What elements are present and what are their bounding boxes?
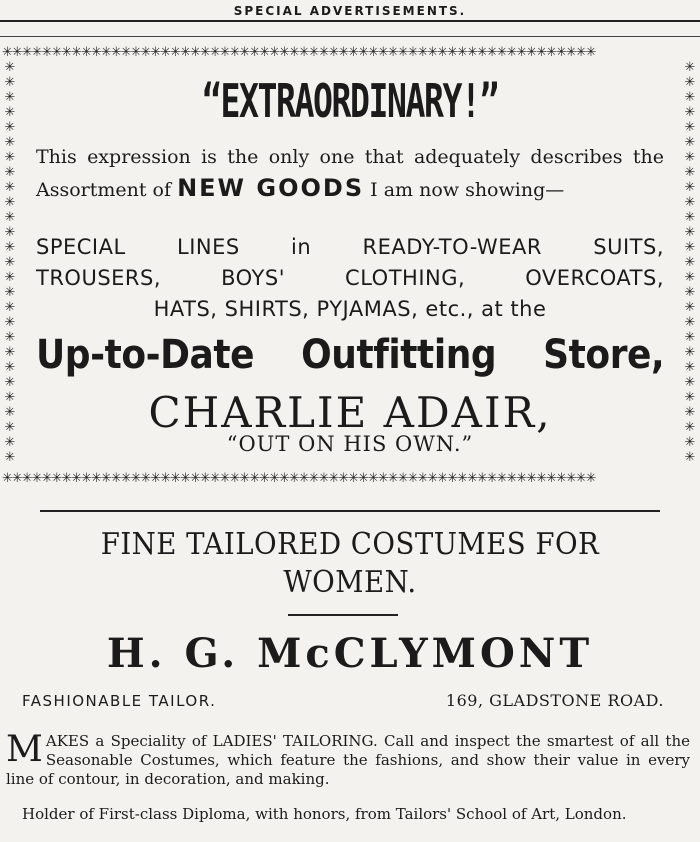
- ad1-headline: “EXTRAORDINARY!”: [201, 74, 498, 128]
- star-border-top: ✳✳✳✳✳✳✳✳✳✳✳✳✳✳✳✳✳✳✳✳✳✳✳✳✳✳✳✳✳✳✳✳✳✳✳✳✳✳✳✳✳✳✳✳✳✳✳✳✳✳✳✳✳✳✳✳✳✳✳✳: [2, 45, 596, 60]
- new-goods-label: NEW GOODS: [177, 174, 365, 202]
- ad2-title-rule: [288, 614, 398, 616]
- section-divider: [40, 510, 660, 512]
- ad2-body-paragraph: [6, 729, 690, 789]
- ad2-title-line-1: FINE TAILORED COSTUMES FOR: [100, 527, 600, 562]
- ad2-body-text: AKES a Speciality of LADIES' TAILORING. Call and inspect the smartest of all the Seasonable Costumes, which feature the fashions, and show their value in every line of contour, in decoration, and making.: [6, 732, 690, 788]
- ad1-intro-text: This expression is the only one that adequately describes the Assortment of: [36, 146, 664, 201]
- store-name: Up-to-Date Outfitting Store,: [36, 332, 665, 378]
- ad2-title-line-2: WOMEN.: [283, 565, 417, 600]
- product-line-1: SPECIAL LINES in READY-TO-WEAR SUITS,: [36, 235, 664, 259]
- tailor-address: 169, GLADSTONE ROAD.: [445, 691, 664, 710]
- product-line-3: HATS, SHIRTS, PYJAMAS, etc., at the: [153, 297, 547, 321]
- star-border-left: ✳✳✳✳✳✳✳✳✳✳✳✳✳✳✳✳✳✳✳✳✳✳✳✳✳✳✳: [4, 60, 16, 465]
- ad2-title: [28, 526, 672, 602]
- ad1-intro-paragraph: [36, 142, 664, 206]
- tailor-name: H. G. McCLYMONT: [106, 630, 594, 677]
- product-line-2: TROUSERS, BOYS' CLOTHING, OVERCOATS,: [36, 266, 664, 290]
- star-border-right: ✳✳✳✳✳✳✳✳✳✳✳✳✳✳✳✳✳✳✳✳✳✳✳✳✳✳✳: [684, 60, 696, 465]
- ad1-showing-text: I am now showing—: [370, 179, 565, 201]
- page-header: [0, 0, 700, 22]
- adair-advertisement: [0, 40, 700, 496]
- header-rule-thin: [0, 36, 700, 37]
- diploma-note: Holder of First-class Diploma, with honors, from Tailors' School of Art, London.: [22, 805, 627, 823]
- tailor-role: FASHIONABLE TAILOR.: [22, 692, 217, 710]
- page-header-text: SPECIAL ADVERTISEMENTS.: [233, 4, 467, 18]
- star-border-bottom: ✳✳✳✳✳✳✳✳✳✳✳✳✳✳✳✳✳✳✳✳✳✳✳✳✳✳✳✳✳✳✳✳✳✳✳✳✳✳✳✳✳✳✳✳✳✳✳✳✳✳✳✳✳✳✳✳✳✳✳✳: [2, 471, 596, 486]
- drop-cap: M: [6, 729, 43, 770]
- proprietor-name: CHARLIE ADAIR,: [148, 388, 552, 437]
- ad1-product-lines: [36, 232, 664, 325]
- header-rule: [0, 20, 700, 22]
- ad1-tagline: “OUT ON HIS OWN.”: [226, 432, 474, 456]
